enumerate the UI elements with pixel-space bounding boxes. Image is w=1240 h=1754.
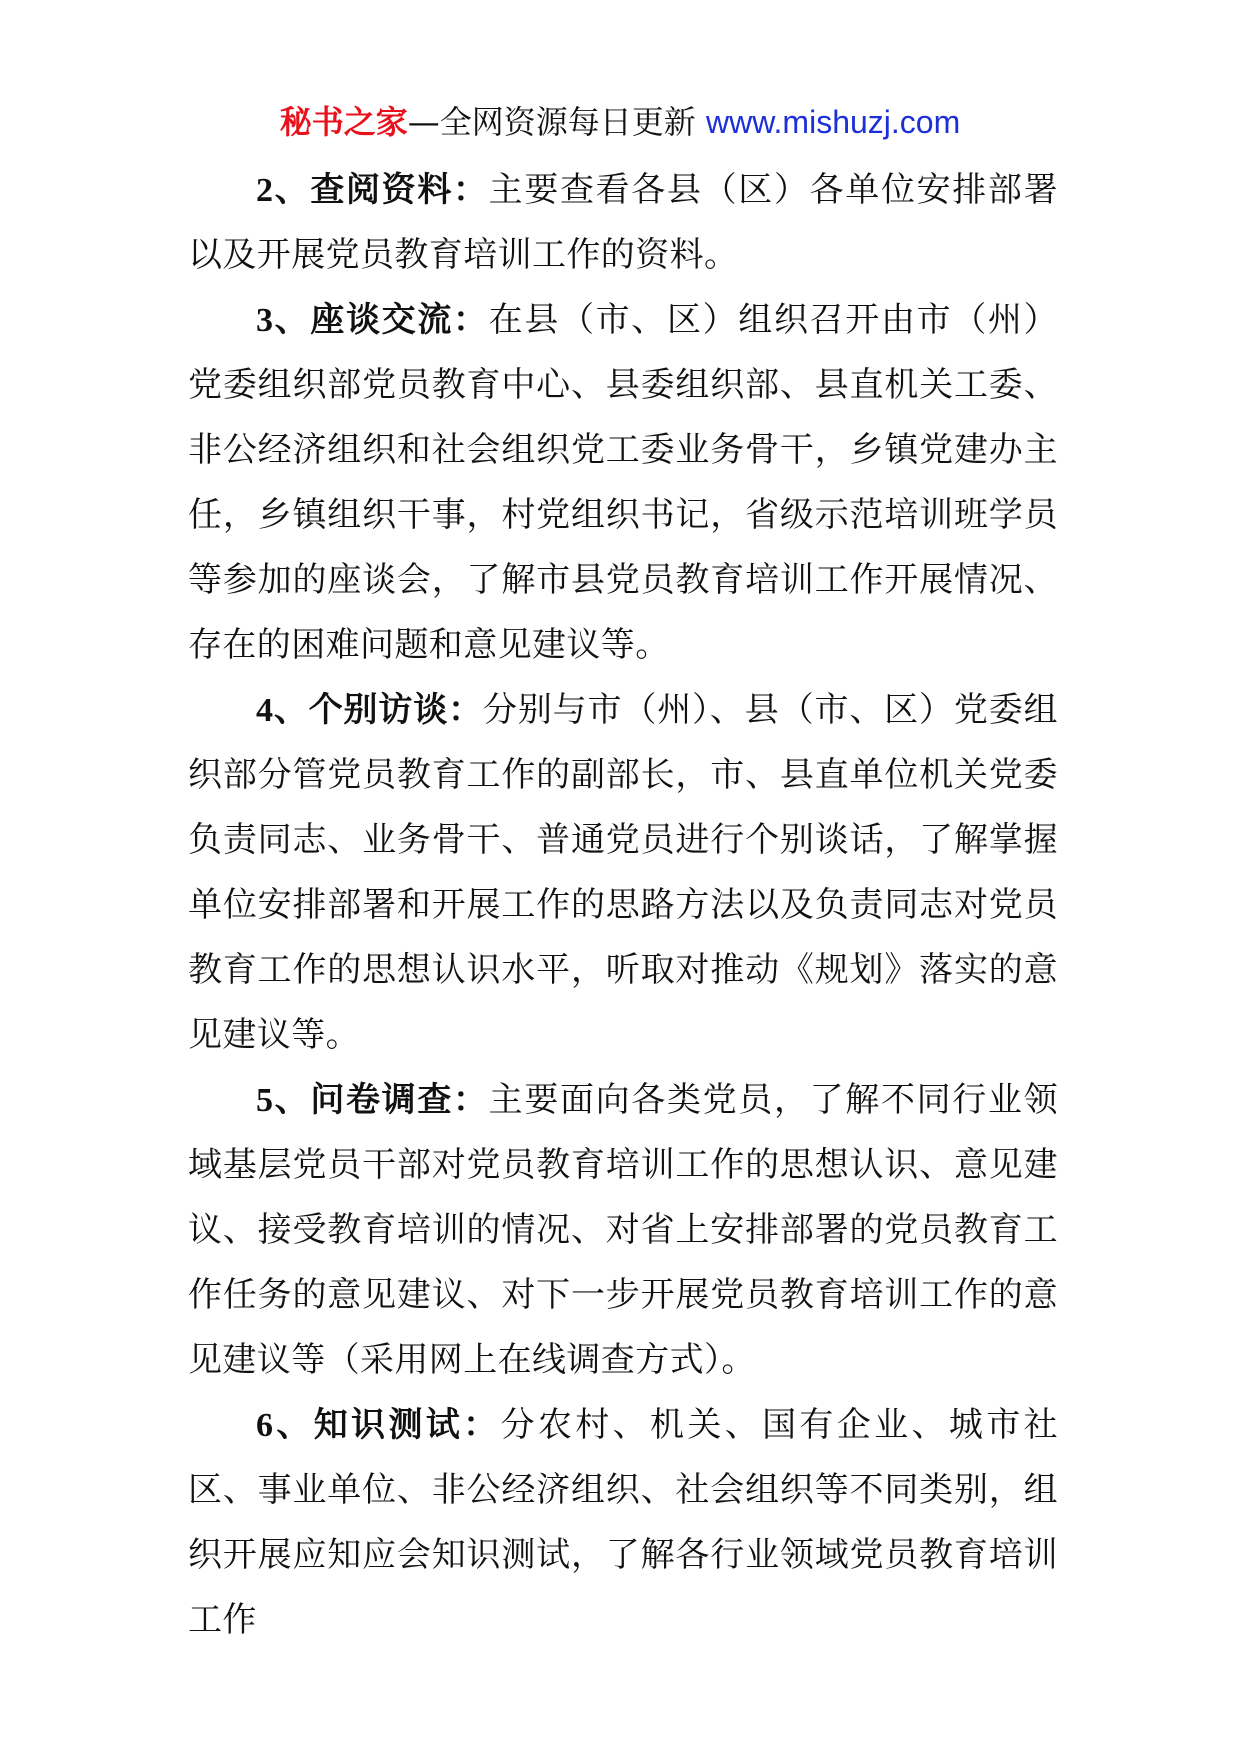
header-tagline: —全网资源每日更新: [407, 103, 706, 141]
item-text: 分别与市（州）、县（市、区）党委组织部分管党员教育工作的副部长，市、县直单位机关党委负责同志、业务骨干、普通党员进行个别谈话，了解掌握单位安排部署和开展工作的思路方法以及负责同志对党员教育工作的思想认识水平，听取对推动《规划》落实的意见建议等。: [188, 690, 1058, 1055]
paragraph-2: [188, 158, 1058, 288]
site-url-link[interactable]: www.mishuzj.com: [705, 104, 961, 140]
site-header: [0, 100, 1240, 144]
item-heading: 、个别访谈：: [273, 690, 483, 730]
paragraph-4: [188, 678, 1058, 1068]
item-number: 5: [256, 1082, 274, 1119]
item-text: 分农村、机关、国有企业、城市社区、事业单位、非公经济组织、社会组织等不同类别，组织开展应知应会知识测试，了解各行业领域党员教育培训工作: [188, 1405, 1059, 1640]
brand-name: 秘书之家: [279, 103, 408, 141]
item-text: 主要面向各类党员，了解不同行业领域基层党员干部对党员教育培训工作的思想认识、意见建议、接受教育培训的情况、对省上安排部署的党员教育工作任务的意见建议、对下一步开展党员教育培训工作的意见建议等（采用网上在线调查方式）。: [188, 1080, 1058, 1380]
item-number: 2: [256, 172, 274, 209]
item-heading: 、知识测试：: [273, 1405, 501, 1445]
item-number: 3: [256, 302, 274, 339]
item-text: 在县（市、区）组织召开由市（州）党委组织部党员教育中心、县委组织部、县直机关工委、非公经济组织和社会组织党工委业务骨干，乡镇党建办主任，乡镇组织干事，村党组织书记，省级示范培训班学员等参加的座谈会，了解市县党员教育培训工作开展情况、存在的困难问题和意见建议等。: [188, 300, 1058, 665]
item-text: 主要查看各县（区）各单位安排部署以及开展党员教育培训工作的资料。: [188, 170, 1058, 275]
item-heading: 、问卷调查：: [273, 1080, 489, 1120]
paragraph-6: [188, 1393, 1058, 1653]
item-heading: 、查阅资料：: [273, 170, 489, 210]
item-number: 6: [256, 1407, 274, 1444]
document-body: [188, 158, 1058, 1653]
paragraph-3: [188, 288, 1058, 678]
item-heading: 、座谈交流：: [273, 300, 489, 340]
item-number: 4: [256, 692, 274, 729]
paragraph-5: [188, 1068, 1058, 1393]
